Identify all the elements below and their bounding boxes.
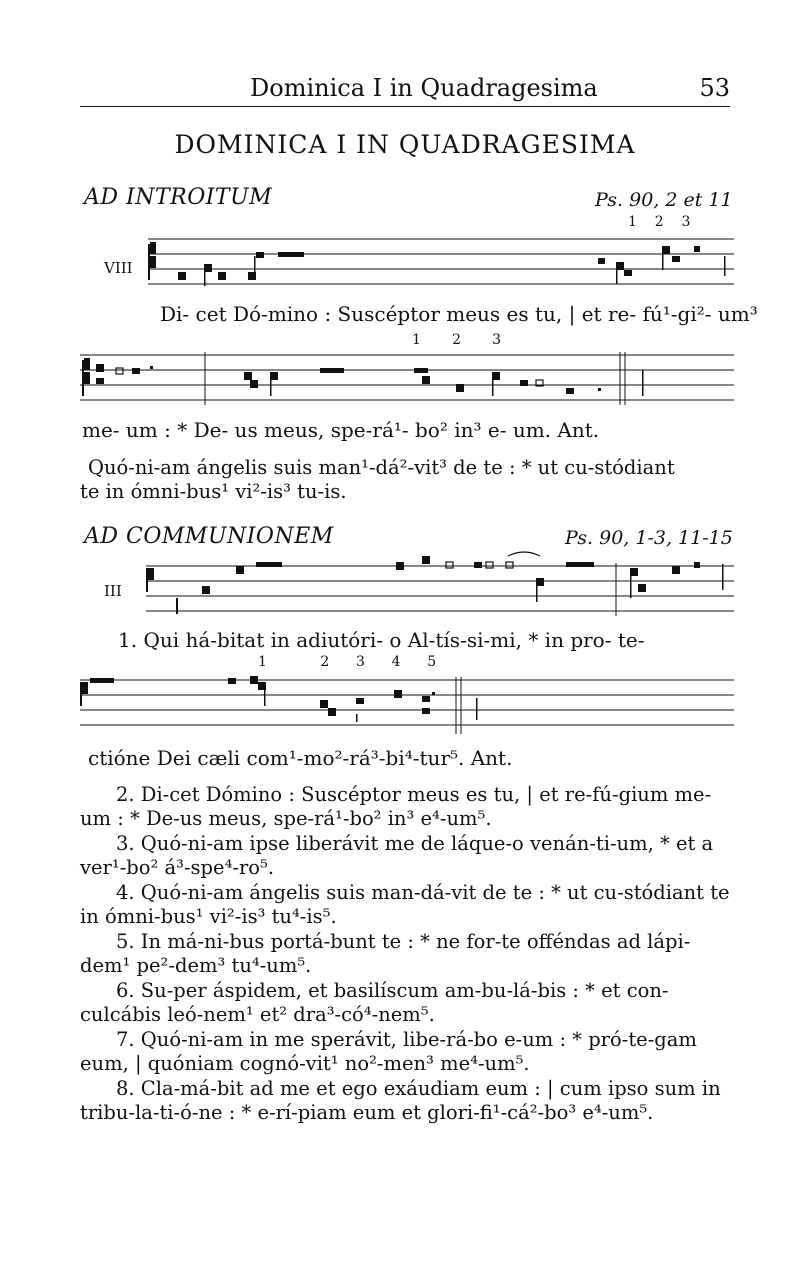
communion-lyrics-1: 1. Qui há-bitat in adiutóri- o Al-tís-si-mi, * in pro- te-	[118, 628, 645, 652]
introit-numbers-2: 1 2 3	[412, 332, 502, 348]
communion-staff-1	[146, 548, 734, 618]
communion-verse-6: 6. Su-per áspidem, et basilíscum am-bu-lá-bis : * et con-culcábis leó-nem¹ et² dra³-có⁴-nem⁵.	[80, 979, 669, 1026]
communion-verse-3: 3. Quó-ni-am ipse liberávit me de láque-o venán-ti-um, * et a ver¹-bo² á³-spe⁴-ro⁵.	[80, 832, 714, 879]
introit-text-line-2: te in ómni-bus¹ vi²-is³ tu-is.	[80, 480, 347, 503]
communion-verse-2: 2. Di-cet Dómino : Suscéptor meus es tu, | et re-fú-gium me-um : * De-us meus, spe-rá¹-bo² in³ e⁴-um⁵.	[80, 783, 712, 830]
introit-lyrics-2: me- um : * De- us meus, spe-rá¹- bo² in³ e- um. Ant.	[82, 418, 600, 442]
communion-lyrics-2: ctióne Dei cæli com¹-mo²-rá³-bi⁴-tur⁵. Ant.	[88, 746, 513, 770]
introit-staff-2	[80, 350, 734, 410]
communion-verse-5: 5. In má-ni-bus portá-bunt te : * ne for-te offéndas ad lápi-dem¹ pe²-dem³ tu⁴-um⁵.	[80, 930, 691, 977]
communion-mode: III	[104, 582, 122, 600]
communion-verse-4: 4. Quó-ni-am ángelis suis man-dá-vit de te : * ut cu-stódiant te in ómni-bus¹ vi²-is³ tu⁴-is⁵.	[80, 881, 730, 928]
introit-numbers-1: 1 2 3	[628, 214, 691, 230]
page-number: 53	[699, 74, 730, 102]
introit-text-line-1: Quó-ni-am ángelis suis man¹-dá²-vit³ de te : * ut cu-stódiant	[88, 456, 675, 479]
communion-staff-2	[80, 672, 734, 738]
communion-psalm-ref: Ps. 90, 1-3, 11-15	[565, 527, 733, 549]
running-head	[80, 70, 730, 107]
communion-verse-7: 7. Quó-ni-am in me sperávit, libe-rá-bo e-um : * pró-te-gam eum, | quóniam cognó-vit¹ no²-men³ me⁴-um⁵.	[80, 1028, 697, 1075]
page-title: DOMINICA I IN QUADRAGESIMA	[174, 130, 636, 159]
introit-staff-1	[148, 234, 734, 294]
introit-lyrics-1: Di- cet Dó-mino : Suscéptor meus es tu, | et re- fú¹-gi²- um³	[160, 302, 758, 326]
communion-heading: AD COMMUNIONEM	[84, 524, 334, 549]
introit-heading: AD INTROITUM	[84, 185, 273, 210]
communion-numbers: 1 2 3 4 5	[258, 654, 437, 670]
running-head-title: Dominica I in Quadragesima	[250, 74, 598, 102]
communion-verse-8: 8. Cla-má-bit ad me et ego exáudiam eum : | cum ipso sum in tribu-la-ti-ó-ne : * e-rí-piam eum et glori-fi¹-cá²-bo³ e⁴-um⁵.	[80, 1077, 721, 1124]
introit-mode: VIII	[104, 259, 133, 277]
introit-psalm-ref: Ps. 90, 2 et 11	[595, 189, 733, 211]
